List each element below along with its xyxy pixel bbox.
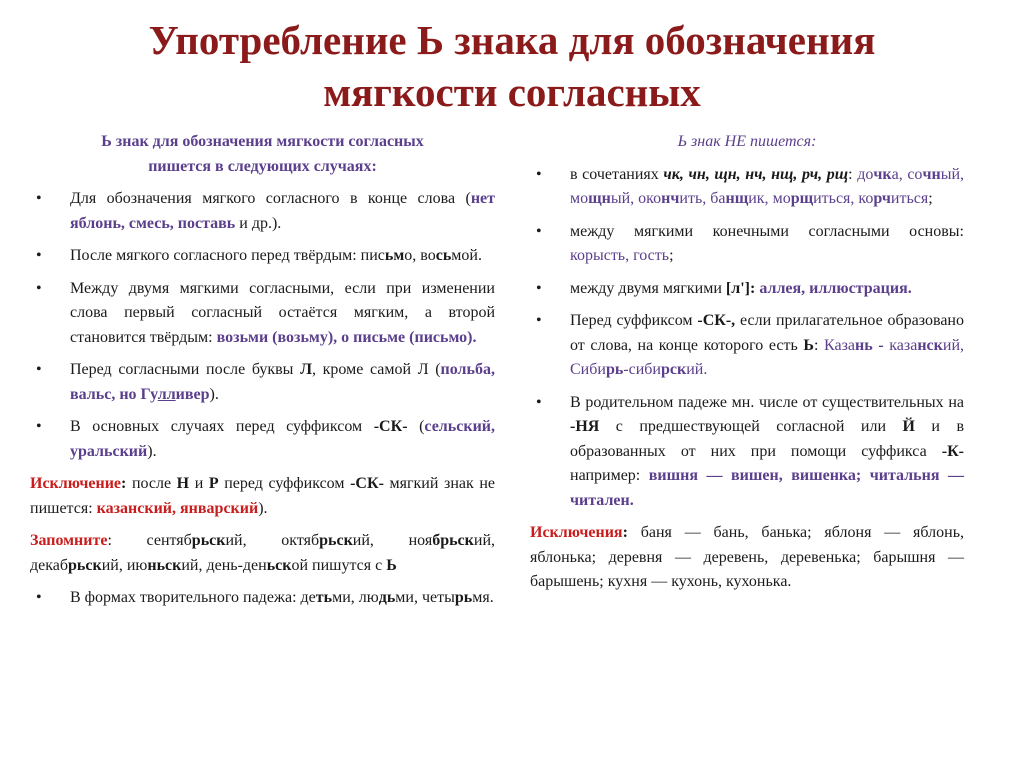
suffix: -СК- <box>373 418 408 435</box>
example-highlight: ть <box>315 589 333 606</box>
bullet: • <box>36 418 42 435</box>
example-highlight: ьм <box>384 247 405 264</box>
example-highlight: рьск <box>319 532 353 549</box>
rule-text: от существительных на <box>802 393 964 411</box>
rule-text: с предшествующей согласной или <box>615 418 903 435</box>
rule-text: Перед суффиксом <box>570 312 698 329</box>
rule-text: в сочетаниях <box>570 165 664 183</box>
example-part: мя. <box>472 589 494 606</box>
bullet: • <box>536 312 542 329</box>
slide-title <box>0 14 1024 118</box>
example-highlight: брьск <box>432 532 474 549</box>
example-part: ой пишутся с <box>291 556 387 574</box>
example-part: ый, мо <box>570 165 964 207</box>
left-remember <box>30 529 495 578</box>
letter-combinations: чк, чн, щн, нч, нщ, рч, рщ <box>663 165 849 183</box>
rule-text: Между двумя мягкими согласными, если при изменении слова первый согласный остаётся мягким, а второй становится твёрдым: <box>70 279 495 346</box>
colon: : <box>121 475 127 492</box>
rule-text: если прилагательное образовано от слова, на конце которого есть <box>570 312 964 354</box>
bullet: • <box>36 361 42 378</box>
rule-text: например: <box>570 467 649 484</box>
example-part: Каза <box>824 336 856 354</box>
example-part: ый, око <box>610 190 662 207</box>
rule-text: В родительном падеже мн. числе <box>570 393 798 411</box>
left-heading-line-2: пишется в следующих случаях: <box>148 157 377 175</box>
colon: : <box>813 336 825 354</box>
example-part: ми, лю <box>332 589 379 606</box>
example-part: ий, ию <box>101 556 148 574</box>
example-part: о, во <box>404 247 436 264</box>
left-rule-between-soft <box>30 277 495 351</box>
letter-n: Н <box>176 475 190 492</box>
rule-examples: польба, вальс, но Гу <box>70 361 495 403</box>
rule-text: Для обозначения мягкого согласного в конце слова ( <box>70 190 471 207</box>
rule-text: ( <box>407 418 425 435</box>
rule-examples-underlined: лл <box>157 385 176 403</box>
colon: : <box>107 532 112 549</box>
ending-nya: -НЯ <box>570 418 600 435</box>
bullet: • <box>536 165 542 183</box>
rule-text: и в образованных от них при помощи <box>570 418 965 460</box>
sound-l: [л']: <box>725 279 756 297</box>
rule-examples: сельский, уральский <box>70 418 495 460</box>
rule-text: и др.). <box>235 214 282 232</box>
example-part: ий, декаб <box>30 532 495 574</box>
exception-text: мягкий знак не пишется: <box>30 475 496 517</box>
rule-text: между двумя мягкими <box>570 279 726 297</box>
example-part: до <box>857 165 874 183</box>
example-part: ить, ба <box>679 190 726 207</box>
example-part: ий, день-ден <box>181 556 267 574</box>
example-part: пис <box>360 247 385 264</box>
exception-text: баня — бань, банька; яблоня — яблонь, яблонька; деревня — деревень, деревенька; барышня — барышень; кухня — кухонь, кухонька. <box>530 524 964 590</box>
example-highlight: рьск <box>68 556 102 574</box>
example-highlight: рь <box>454 589 473 606</box>
title-line-1: Употребление Ь знака для обозначения <box>148 17 876 63</box>
bullet: • <box>36 279 42 297</box>
soft-sign: Ь <box>803 336 814 354</box>
exception-label: Исключения <box>530 524 623 541</box>
exception-text: и <box>189 475 209 492</box>
rule-examples: вишня — вишен, вишенка; читальня — читален. <box>570 467 965 509</box>
example-part: иться <box>890 190 929 207</box>
example-part: мой. <box>451 247 482 264</box>
example-part: -сиби <box>623 361 661 378</box>
example-highlight: ньск <box>147 556 182 574</box>
rule-examples: нет яблонь, смесь, поставь <box>70 190 495 232</box>
right-column <box>530 130 964 603</box>
example-highlight: рщ <box>790 190 814 207</box>
bullet: • <box>36 589 42 606</box>
rule-text: В основных случаях перед суффиксом <box>70 418 374 435</box>
left-rule-suffix-sk <box>30 415 495 464</box>
example-highlight: чн <box>922 165 941 183</box>
letter-l: Л <box>300 361 312 378</box>
bullet: • <box>536 222 542 240</box>
rule-text: ). <box>147 442 157 460</box>
suffix: -К- <box>941 442 964 460</box>
title-line-2: мягкости согласных <box>323 69 701 115</box>
example-highlight: сь <box>435 247 452 264</box>
exception-examples: казанский, январский <box>96 499 259 517</box>
example-part: мо <box>772 190 791 207</box>
example-highlight: нч <box>661 190 680 207</box>
suffix: -СК- <box>350 475 384 492</box>
example-highlight: щн <box>588 190 611 207</box>
left-heading-line-1: Ь знак для обозначения мягкости согласных <box>101 133 424 150</box>
exception-label: Исключение <box>30 475 122 492</box>
bullet: • <box>36 190 42 207</box>
left-exception <box>30 472 495 521</box>
suffix: -СК-, <box>697 312 736 329</box>
example-highlight: рьск <box>191 532 226 549</box>
example-part: каза <box>889 336 918 354</box>
right-rule-suffix-sk <box>530 309 964 383</box>
example-part: ий. <box>686 361 708 378</box>
example-part: ; <box>928 190 933 207</box>
rule-text: После мягкого согласного перед твёрдым: <box>70 247 361 264</box>
rule-text: Перед согласными после буквы <box>70 361 301 378</box>
rule-text: между мягкими конечными согласными основы: <box>570 222 964 240</box>
right-rule-double-l <box>530 277 964 302</box>
exception-text: перед суффиксом <box>218 475 351 492</box>
rule-examples: аллея, иллюстрация. <box>755 279 912 297</box>
right-rule-genitive-plural <box>530 391 964 514</box>
rule-examples: корысть, гость <box>570 247 670 264</box>
left-rule-before-hard <box>30 244 495 269</box>
example-part: ий, Сиби <box>570 336 964 378</box>
example-part: ми, четы <box>395 589 455 606</box>
rule-examples: ивер <box>175 385 210 403</box>
left-rule-instrumental <box>30 586 495 611</box>
bullet: • <box>536 279 542 297</box>
rule-text: суффикса <box>861 442 942 460</box>
rule-examples: возьми (возьму), о письме (письмо). <box>216 328 477 346</box>
example-highlight: рч <box>873 190 891 207</box>
example-part: а, со <box>891 165 923 183</box>
example-highlight: ьск <box>266 556 292 574</box>
example-highlight: рь <box>605 361 624 378</box>
example-part: ик, <box>748 190 769 207</box>
example-highlight: нь <box>855 336 873 354</box>
remember-label: Запомните <box>30 532 108 549</box>
soft-sign: Ь <box>386 556 397 574</box>
exception-text: ). <box>258 499 268 517</box>
left-column <box>30 130 495 619</box>
left-rule-after-l <box>30 358 495 407</box>
example-highlight: чк <box>873 165 892 183</box>
example-highlight: нщ <box>725 190 749 207</box>
left-heading <box>30 130 495 179</box>
bullet: • <box>536 393 542 411</box>
rule-text: ; <box>669 247 674 264</box>
left-rule-word-end <box>30 187 495 236</box>
rule-text: ). <box>209 385 219 403</box>
bullet: • <box>36 247 42 264</box>
right-heading: Ь знак НЕ пишется: <box>677 133 817 150</box>
example-highlight: дь <box>378 589 396 606</box>
example-part: иться, ко <box>813 190 874 207</box>
letter-y: Й <box>902 418 915 435</box>
example-part: ий, ноя <box>352 532 433 549</box>
colon: : <box>848 165 853 183</box>
example-highlight: нск <box>917 336 943 354</box>
exception-text: после <box>126 475 177 492</box>
example-part: сентяб <box>111 532 192 549</box>
rule-text: , кроме самой Л ( <box>312 361 441 378</box>
example-part: - <box>872 336 890 354</box>
right-exceptions <box>530 521 964 595</box>
example-part: ий, октяб <box>225 532 320 549</box>
letter-r: Р <box>208 475 219 492</box>
colon: : <box>622 524 628 541</box>
right-rule-combinations <box>530 163 964 212</box>
rule-text: В формах творительного падежа: де <box>70 589 316 606</box>
right-rule-final-consonants <box>530 220 964 269</box>
example-highlight: рск <box>661 361 687 378</box>
